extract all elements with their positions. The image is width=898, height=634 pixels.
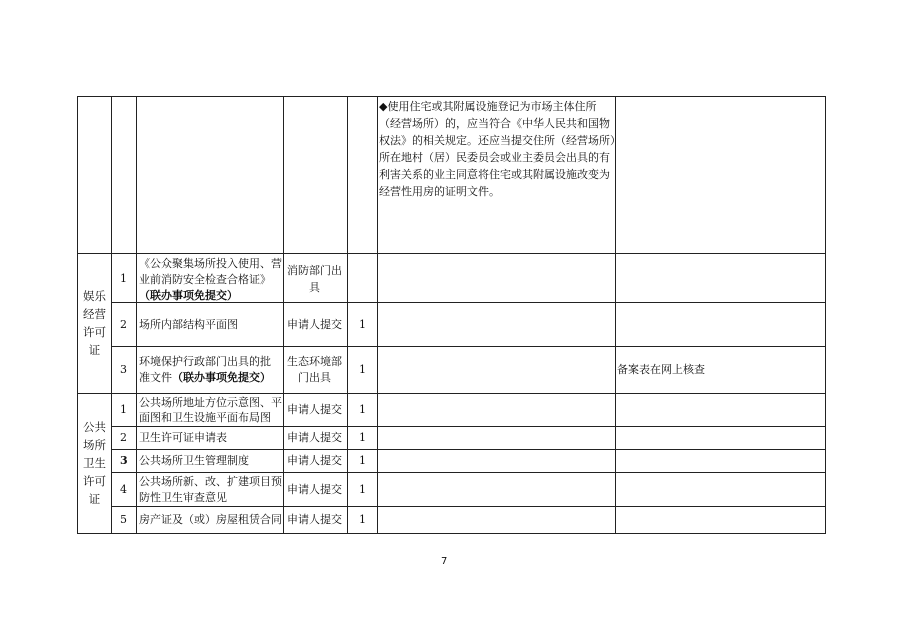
source-line: 门出具 <box>298 371 331 384</box>
material-line: 业前消防安全检查合格证》 <box>139 273 271 286</box>
row-number: 1 <box>120 272 127 285</box>
note-line: （经营场所）的，应当符合《中华人民共和国物 <box>379 117 610 130</box>
row-number: 5 <box>120 513 127 526</box>
row-number: 4 <box>120 483 127 496</box>
row-number: 2 <box>120 318 127 331</box>
source-line: 申请人提交 <box>287 318 342 331</box>
copies-value: 1 <box>359 431 366 444</box>
note-line: 利害关系的业主同意将住宅或其附属设施改变为 <box>379 168 610 181</box>
copies-value: 1 <box>359 403 366 416</box>
material-line: 公共场所新、改、扩建项目预 <box>139 475 282 488</box>
group-label-entertainment: 娱乐 经营 许可 证 <box>83 289 106 357</box>
material-note-bold: （联办事项免提交） <box>139 289 238 302</box>
source-line: 消防部门出 <box>287 264 342 277</box>
source-line: 申请人提交 <box>287 454 342 467</box>
note-line: 经营性用房的证明文件。 <box>379 185 500 198</box>
copies-value: 1 <box>359 513 366 526</box>
material-line: 房产证及（或）房屋租赁合同 <box>139 513 282 526</box>
note-line: 权法》的相关规定。还应当提交住所（经营场所） <box>379 134 621 147</box>
copies-value: 1 <box>359 363 366 376</box>
row-number: 3 <box>120 454 128 467</box>
page-number: 7 <box>441 556 448 567</box>
copies-value: 1 <box>359 483 366 496</box>
material-note-bold: （联办事项免提交） <box>172 371 271 384</box>
material-line: 环境保护行政部门出具的批 <box>139 355 271 368</box>
material-line: 面图和卫生设施平面布局图 <box>139 411 271 424</box>
source-line: 申请人提交 <box>287 431 342 444</box>
source-line: 申请人提交 <box>287 403 342 416</box>
material-tail-plain: 准文件 <box>139 371 172 384</box>
copies-value: 1 <box>359 454 366 467</box>
material-line: 卫生许可证申请表 <box>139 431 227 444</box>
material-line <box>139 369 271 386</box>
material-line: 场所内部结构平面图 <box>139 318 238 331</box>
note-line: ◆使用住宅或其附属设施登记为市场主体住所 <box>379 100 597 113</box>
material-line: 防性卫生审查意见 <box>139 491 227 504</box>
row-number: 2 <box>120 431 127 444</box>
row-number: 1 <box>120 403 127 416</box>
source-line: 申请人提交 <box>287 513 342 526</box>
row-number: 3 <box>120 363 127 376</box>
material-line: 《公众聚集场所投入使用、营 <box>139 257 282 270</box>
material-line: 公共场所地址方位示意图、平 <box>139 396 282 409</box>
remark-value: 备案表在网上核查 <box>617 363 705 376</box>
source-line: 具 <box>309 281 320 294</box>
material-line: 公共场所卫生管理制度 <box>139 454 249 467</box>
copies-value: 1 <box>359 318 366 331</box>
source-line: 生态环境部 <box>287 355 342 368</box>
group-label-hygiene: 公共 场所 卫生 许可 证 <box>83 420 106 506</box>
note-line: 所在地村（居）民委员会或业主委员会出具的有 <box>379 151 610 164</box>
source-line: 申请人提交 <box>287 483 342 496</box>
